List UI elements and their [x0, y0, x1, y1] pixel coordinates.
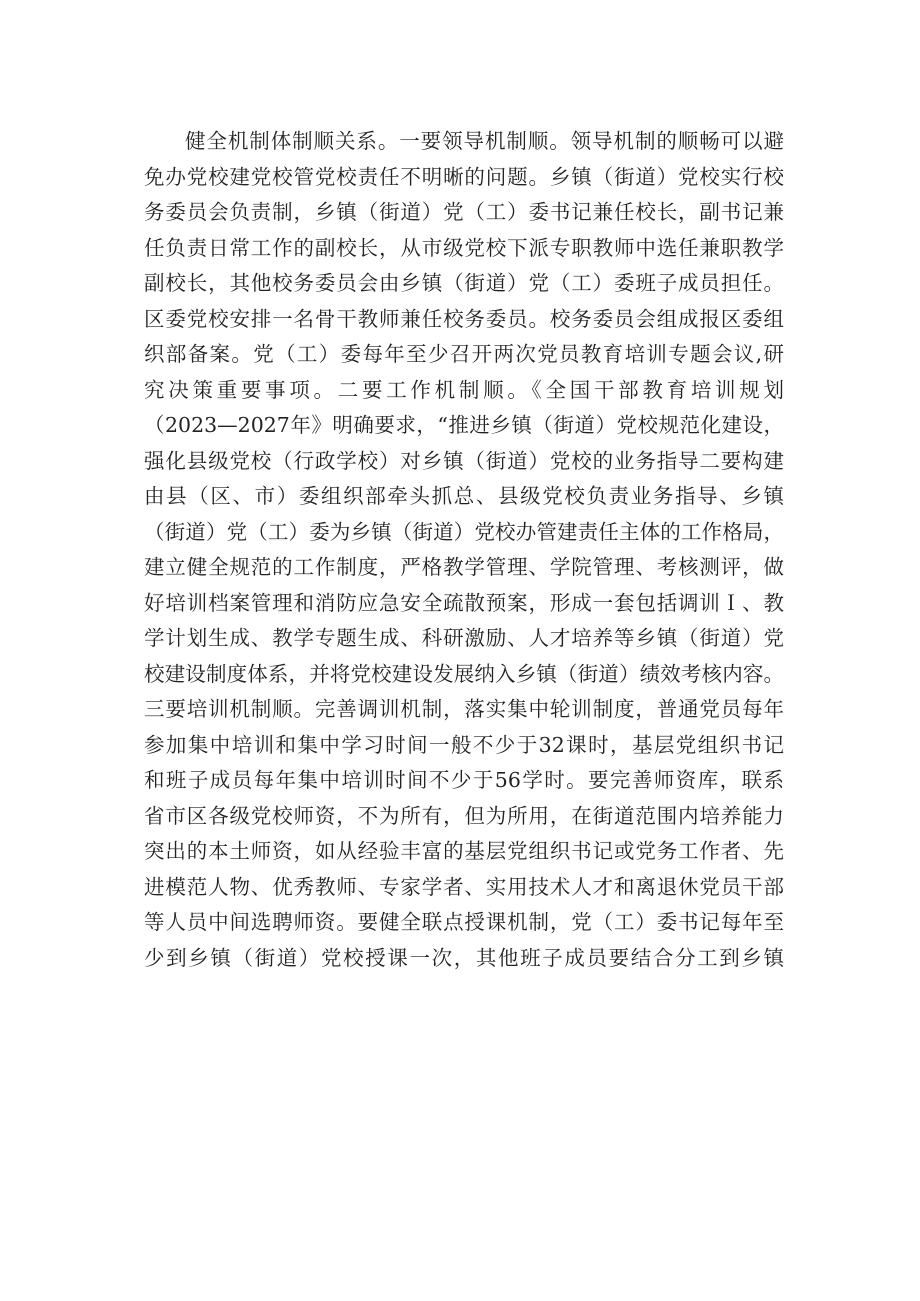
text-line: 健全机制体制顺关系。一要领导机制顺。领导机制的顺畅可以避 — [185, 129, 784, 153]
text-line: 进模范人物、优秀教师、专家学者、实用技术人才和离退休党员干部 — [144, 874, 784, 899]
text-line: 究决策重要事项。二要工作机制顺。《全国干部教育培训规划 — [144, 377, 784, 402]
text-line: 省市区各级党校师资，不为所有，但为所用，在街道范围内培养能力 — [144, 803, 784, 828]
text-line: 等人员中间选聘师资。要健全联点授课机制，党（工）委书记每年至 — [144, 910, 784, 934]
text-line: 和班子成员每年集中培训时间不少于56学时。要完善师资库，联系 — [144, 768, 784, 792]
text-line: 好培训档案管理和消防应急安全疏散预案，形成一套包括调训Ｉ、教 — [144, 590, 784, 615]
text-line: 免办党校建党校管党校责任不明晰的问题。乡镇（街道）党校实行校 — [144, 164, 784, 189]
text-line: 三要培训机制顺。完善调训机制，落实集中轮训制度，普通党员每年 — [144, 697, 784, 721]
body-paragraph — [144, 124, 784, 976]
text-line: 少到乡镇（街道）党校授课一次，其他班子成员要结合分工到乡镇 — [144, 945, 784, 970]
text-line: 突出的本土师资，如从经验丰富的基层党组织书记或党务工作者、先 — [144, 839, 784, 863]
text-line: 建立健全规范的工作制度，严格教学管理、学院管理、考核测评，做 — [144, 555, 784, 579]
text-line: 织部备案。党（工）委每年至少召开两次党员教育培训专题会议,研 — [144, 342, 784, 366]
text-line: 由县（区、市）委组织部牵头抓总、县级党校负责业务指导、乡镇 — [144, 484, 784, 508]
text-line: 校建设制度体系，并将党校建设发展纳入乡镇（街道）绩效考核内容。 — [144, 661, 784, 686]
text-line: 任负责日常工作的副校长，从市级党校下派专职教师中选任兼职教学 — [144, 235, 784, 260]
text-line: 学计划生成、教学专题生成、科研激励、人才培养等乡镇（街道）党 — [144, 626, 784, 650]
text-line: （街道）党（工）委为乡镇（街道）党校办管建责任主体的工作格局， — [144, 519, 784, 544]
text-line: 务委员会负责制，乡镇（街道）党（工）委书记兼任校长，副书记兼 — [144, 200, 784, 224]
text-line: 副校长，其他校务委员会由乡镇（街道）党（工）委班子成员担任。 — [144, 271, 784, 295]
text-line: （2023—2027年》明确要求，“推进乡镇（街道）党校规范化建设， — [144, 413, 784, 437]
text-line: 强化县级党校（行政学校）对乡镇（街道）党校的业务指导二要构建 — [144, 448, 784, 473]
text-line: 参加集中培训和集中学习时间一般不少于32课时，基层党组织书记 — [144, 732, 784, 757]
text-line: 区委党校安排一名骨干教师兼任校务委员。校务委员会组成报区委组 — [144, 306, 784, 331]
